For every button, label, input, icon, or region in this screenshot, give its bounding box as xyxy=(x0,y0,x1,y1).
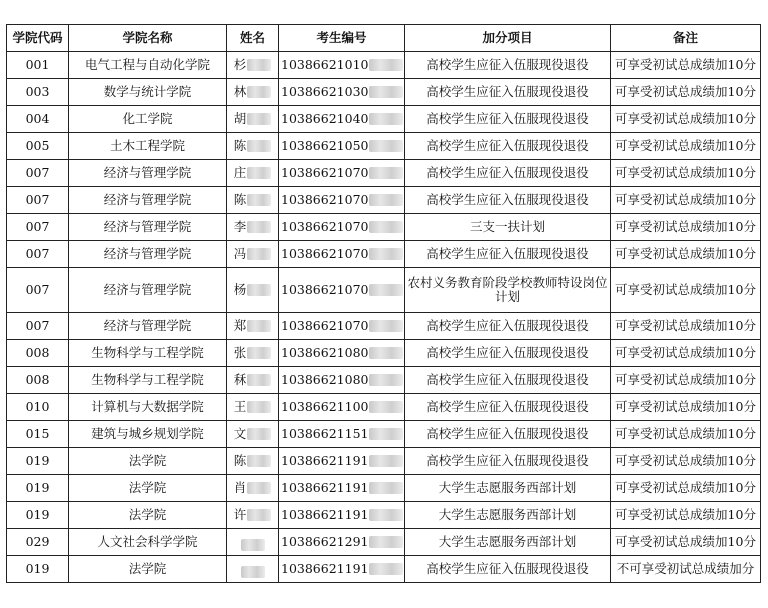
cell-candidate-id xyxy=(279,106,405,133)
table-row xyxy=(7,241,761,268)
cell-candidate-id-text: 10386621080 xyxy=(281,345,369,360)
cell-candidate-id xyxy=(279,313,405,340)
cell-college-name xyxy=(69,394,227,421)
cell-candidate-id-text: 10386621040 xyxy=(281,111,369,126)
bonus-points-table xyxy=(6,24,761,583)
cell-candidate-id xyxy=(279,502,405,529)
cell-name-text: 林 xyxy=(233,84,247,99)
cell-college-code xyxy=(7,394,69,421)
cell-remark-text: 可享受初试总成绩加10分 xyxy=(615,192,756,207)
cell-college-code-text: 007 xyxy=(25,219,50,234)
redaction-blur xyxy=(247,509,271,521)
table-row xyxy=(7,421,761,448)
cell-candidate-id xyxy=(279,367,405,394)
cell-college-name xyxy=(69,556,227,583)
cell-college-code xyxy=(7,133,69,160)
table-row xyxy=(7,475,761,502)
cell-name-text: 庄 xyxy=(233,165,247,180)
cell-candidate-id xyxy=(279,394,405,421)
table-row xyxy=(7,187,761,214)
cell-college-name-text: 计算机与大数据学院 xyxy=(91,399,204,414)
header-candidate-id: 考生编号 xyxy=(279,25,405,52)
cell-remark xyxy=(611,340,761,367)
cell-college-name xyxy=(69,187,227,214)
redaction-blur xyxy=(241,539,265,551)
cell-bonus-item xyxy=(405,79,611,106)
cell-college-name xyxy=(69,214,227,241)
cell-bonus-item xyxy=(405,160,611,187)
cell-remark-text: 可享受初试总成绩加10分 xyxy=(615,138,756,153)
redaction-blur xyxy=(247,347,271,359)
cell-college-name-text: 经济与管理学院 xyxy=(103,219,192,234)
cell-bonus-item xyxy=(405,502,611,529)
cell-candidate-id xyxy=(279,448,405,475)
cell-remark xyxy=(611,475,761,502)
cell-name xyxy=(227,340,279,367)
cell-remark-text: 可享受初试总成绩加10分 xyxy=(615,480,756,495)
cell-candidate-id-text: 10386621191 xyxy=(281,453,369,468)
cell-candidate-id-text: 10386621070 xyxy=(281,192,369,207)
cell-college-code-text: 019 xyxy=(25,507,50,522)
cell-name-text: 郑 xyxy=(233,318,247,333)
cell-bonus-item-text: 高校学生应征入伍服现役退役 xyxy=(426,399,589,414)
cell-name-text: 冯 xyxy=(233,246,247,261)
cell-bonus-item-text: 高校学生应征入伍服现役退役 xyxy=(426,246,589,261)
cell-remark-text: 可享受初试总成绩加10分 xyxy=(615,246,756,261)
table-row xyxy=(7,79,761,106)
cell-college-code xyxy=(7,448,69,475)
cell-remark-text: 可享受初试总成绩加10分 xyxy=(615,318,756,333)
cell-name xyxy=(227,268,279,313)
cell-bonus-item-text: 高校学生应征入伍服现役退役 xyxy=(426,165,589,180)
cell-remark-text: 可享受初试总成绩加10分 xyxy=(615,507,756,522)
cell-college-code xyxy=(7,106,69,133)
table-row xyxy=(7,106,761,133)
cell-remark-text: 可享受初试总成绩加10分 xyxy=(615,111,756,126)
redaction-blur xyxy=(369,401,403,413)
cell-candidate-id xyxy=(279,160,405,187)
redaction-blur xyxy=(247,140,271,152)
redaction-blur xyxy=(369,347,403,359)
table-row xyxy=(7,160,761,187)
redaction-blur xyxy=(369,320,403,332)
cell-candidate-id-text: 10386621191 xyxy=(281,480,369,495)
cell-bonus-item xyxy=(405,367,611,394)
cell-name xyxy=(227,529,279,556)
cell-college-code-text: 007 xyxy=(25,246,50,261)
table-row xyxy=(7,313,761,340)
cell-college-name xyxy=(69,313,227,340)
cell-remark xyxy=(611,502,761,529)
table-row xyxy=(7,340,761,367)
cell-bonus-item xyxy=(405,448,611,475)
cell-remark-text: 可享受初试总成绩加10分 xyxy=(615,426,756,441)
cell-remark-text: 可享受初试总成绩加10分 xyxy=(615,372,756,387)
cell-remark-text: 可享受初试总成绩加10分 xyxy=(615,57,756,72)
cell-bonus-item-text: 大学生志愿服务西部计划 xyxy=(438,480,577,495)
cell-candidate-id-text: 10386621050 xyxy=(281,138,369,153)
cell-candidate-id-text: 10386621191 xyxy=(281,561,369,576)
cell-college-name xyxy=(69,106,227,133)
redaction-blur xyxy=(369,140,403,152)
cell-candidate-id-text: 10386621070 xyxy=(281,246,369,261)
cell-college-name-text: 数学与统计学院 xyxy=(103,84,192,99)
cell-remark xyxy=(611,160,761,187)
cell-name xyxy=(227,367,279,394)
cell-remark xyxy=(611,268,761,313)
redaction-blur xyxy=(247,455,271,467)
table-row xyxy=(7,448,761,475)
cell-college-name xyxy=(69,241,227,268)
table-body xyxy=(7,52,761,583)
cell-college-name xyxy=(69,133,227,160)
redaction-blur xyxy=(369,374,403,386)
cell-college-name-text: 法学院 xyxy=(128,507,167,522)
cell-college-code xyxy=(7,241,69,268)
cell-college-name-text: 土木工程学院 xyxy=(109,138,185,153)
cell-college-name xyxy=(69,340,227,367)
cell-college-code xyxy=(7,160,69,187)
cell-college-code-text: 001 xyxy=(25,57,50,72)
cell-bonus-item-text: 高校学生应征入伍服现役退役 xyxy=(426,372,589,387)
header-name: 姓名 xyxy=(227,25,279,52)
cell-college-code-text: 007 xyxy=(25,282,50,297)
cell-college-name-text: 生物科学与工程学院 xyxy=(91,345,204,360)
table-row xyxy=(7,214,761,241)
cell-name-text: 张 xyxy=(233,345,247,360)
cell-college-name xyxy=(69,502,227,529)
cell-college-name-text: 法学院 xyxy=(128,480,167,495)
cell-name-text: 肖 xyxy=(233,480,247,495)
cell-college-code-text: 007 xyxy=(25,165,50,180)
redaction-blur xyxy=(369,167,403,179)
table-row xyxy=(7,133,761,160)
cell-remark xyxy=(611,79,761,106)
cell-name xyxy=(227,241,279,268)
cell-remark-text: 可享受初试总成绩加10分 xyxy=(615,345,756,360)
cell-candidate-id-text: 10386621291 xyxy=(281,534,369,549)
cell-college-code xyxy=(7,313,69,340)
redaction-blur xyxy=(369,509,403,521)
cell-college-code-text: 019 xyxy=(25,453,50,468)
redaction-blur xyxy=(247,428,271,440)
cell-college-name-text: 经济与管理学院 xyxy=(103,282,192,297)
redaction-blur xyxy=(247,374,271,386)
redaction-blur xyxy=(369,563,403,575)
redaction-blur xyxy=(247,248,271,260)
redaction-blur xyxy=(369,455,403,467)
cell-college-code-text: 029 xyxy=(25,534,50,549)
cell-name xyxy=(227,133,279,160)
cell-college-name xyxy=(69,448,227,475)
cell-college-code-text: 007 xyxy=(25,192,50,207)
cell-remark xyxy=(611,214,761,241)
cell-remark-text: 可享受初试总成绩加10分 xyxy=(615,165,756,180)
cell-bonus-item xyxy=(405,268,611,313)
cell-college-name-text: 法学院 xyxy=(128,561,167,576)
redaction-blur xyxy=(369,194,403,206)
cell-college-name xyxy=(69,268,227,313)
cell-name-text: 杨 xyxy=(233,282,247,297)
redaction-blur xyxy=(247,167,271,179)
cell-name-text: 陈 xyxy=(233,138,247,153)
cell-bonus-item-text: 高校学生应征入伍服现役退役 xyxy=(426,138,589,153)
cell-bonus-item-text: 高校学生应征入伍服现役退役 xyxy=(426,57,589,72)
cell-college-code xyxy=(7,475,69,502)
cell-college-code-text: 008 xyxy=(25,372,50,387)
cell-name-text: 陈 xyxy=(233,192,247,207)
cell-bonus-item xyxy=(405,340,611,367)
header-college-name: 学院名称 xyxy=(69,25,227,52)
cell-college-code-text: 010 xyxy=(25,399,50,414)
cell-name-text: 杉 xyxy=(233,57,247,72)
table-header-row xyxy=(7,25,761,52)
cell-name-text: 文 xyxy=(233,426,247,441)
redaction-blur xyxy=(369,428,403,440)
cell-college-name-text: 人文社会科学学院 xyxy=(97,534,198,549)
cell-candidate-id-text: 10386621151 xyxy=(281,426,369,441)
redaction-blur xyxy=(247,221,271,233)
redaction-blur xyxy=(247,482,271,494)
cell-bonus-item xyxy=(405,214,611,241)
redaction-blur xyxy=(247,59,271,71)
cell-name-text: 王 xyxy=(233,399,247,414)
cell-bonus-item-text: 高校学生应征入伍服现役退役 xyxy=(426,192,589,207)
cell-candidate-id-text: 10386621030 xyxy=(281,84,369,99)
cell-candidate-id xyxy=(279,556,405,583)
cell-candidate-id-text: 10386621070 xyxy=(281,165,369,180)
cell-college-name xyxy=(69,421,227,448)
header-college-code: 学院代码 xyxy=(7,25,69,52)
cell-remark xyxy=(611,448,761,475)
redaction-blur xyxy=(369,59,403,71)
cell-remark xyxy=(611,313,761,340)
cell-bonus-item xyxy=(405,421,611,448)
cell-bonus-item xyxy=(405,241,611,268)
cell-name xyxy=(227,313,279,340)
cell-candidate-id-text: 10386621191 xyxy=(281,507,369,522)
cell-candidate-id xyxy=(279,475,405,502)
cell-bonus-item xyxy=(405,556,611,583)
redaction-blur xyxy=(369,284,403,296)
cell-remark xyxy=(611,241,761,268)
cell-college-name xyxy=(69,529,227,556)
cell-remark xyxy=(611,367,761,394)
cell-college-code xyxy=(7,187,69,214)
cell-college-code xyxy=(7,79,69,106)
table-row xyxy=(7,556,761,583)
cell-name xyxy=(227,79,279,106)
cell-name xyxy=(227,52,279,79)
table-row xyxy=(7,367,761,394)
cell-bonus-item xyxy=(405,52,611,79)
cell-candidate-id-text: 10386621070 xyxy=(281,219,369,234)
redaction-blur xyxy=(247,401,271,413)
cell-candidate-id xyxy=(279,268,405,313)
cell-bonus-item xyxy=(405,394,611,421)
redaction-blur xyxy=(369,248,403,260)
cell-college-code-text: 019 xyxy=(25,480,50,495)
cell-college-code-text: 019 xyxy=(25,561,50,576)
cell-candidate-id xyxy=(279,79,405,106)
table-row xyxy=(7,529,761,556)
cell-college-code-text: 004 xyxy=(25,111,50,126)
cell-remark-text: 可享受初试总成绩加10分 xyxy=(615,453,756,468)
cell-candidate-id xyxy=(279,133,405,160)
cell-name-text: 陈 xyxy=(233,453,247,468)
cell-name-text: 秝 xyxy=(233,372,247,387)
cell-remark xyxy=(611,187,761,214)
cell-bonus-item-text: 三支一扶计划 xyxy=(469,219,545,234)
redaction-blur xyxy=(247,284,271,296)
cell-bonus-item xyxy=(405,475,611,502)
cell-candidate-id xyxy=(279,241,405,268)
cell-candidate-id xyxy=(279,187,405,214)
cell-bonus-item xyxy=(405,313,611,340)
cell-bonus-item-text: 高校学生应征入伍服现役退役 xyxy=(426,111,589,126)
cell-college-code-text: 008 xyxy=(25,345,50,360)
cell-bonus-item xyxy=(405,187,611,214)
cell-name xyxy=(227,421,279,448)
cell-name xyxy=(227,187,279,214)
cell-college-name xyxy=(69,52,227,79)
cell-bonus-item-text: 大学生志愿服务西部计划 xyxy=(438,507,577,522)
redaction-blur xyxy=(369,113,403,125)
cell-candidate-id xyxy=(279,52,405,79)
cell-college-code-text: 005 xyxy=(25,138,50,153)
cell-bonus-item xyxy=(405,106,611,133)
cell-college-code-text: 007 xyxy=(25,318,50,333)
redaction-blur xyxy=(369,536,403,548)
cell-remark xyxy=(611,529,761,556)
cell-name xyxy=(227,160,279,187)
cell-candidate-id-text: 10386621080 xyxy=(281,372,369,387)
cell-remark-text: 可享受初试总成绩加10分 xyxy=(615,84,756,99)
cell-name xyxy=(227,502,279,529)
cell-college-name-text: 生物科学与工程学院 xyxy=(91,372,204,387)
cell-college-name-text: 经济与管理学院 xyxy=(103,246,192,261)
cell-college-name-text: 化工学院 xyxy=(122,111,173,126)
cell-college-code xyxy=(7,52,69,79)
redaction-blur xyxy=(247,194,271,206)
cell-candidate-id xyxy=(279,340,405,367)
cell-college-code xyxy=(7,421,69,448)
redaction-blur xyxy=(247,113,271,125)
cell-remark-text: 可享受初试总成绩加10分 xyxy=(615,219,756,234)
cell-name-text: 许 xyxy=(233,507,247,522)
cell-college-name xyxy=(69,367,227,394)
cell-name xyxy=(227,556,279,583)
cell-college-name-text: 经济与管理学院 xyxy=(103,318,192,333)
cell-college-code xyxy=(7,529,69,556)
table-row xyxy=(7,502,761,529)
cell-candidate-id-text: 10386621070 xyxy=(281,318,369,333)
cell-candidate-id-text: 10386621010 xyxy=(281,57,369,72)
cell-candidate-id xyxy=(279,529,405,556)
cell-name-text: 李 xyxy=(233,219,247,234)
cell-college-code xyxy=(7,556,69,583)
cell-college-name-text: 经济与管理学院 xyxy=(103,165,192,180)
cell-college-name-text: 电气工程与自动化学院 xyxy=(84,57,210,72)
cell-bonus-item-text: 高校学生应征入伍服现役退役 xyxy=(426,318,589,333)
cell-college-name xyxy=(69,79,227,106)
redaction-blur xyxy=(369,86,403,98)
cell-college-code-text: 003 xyxy=(25,84,50,99)
redaction-blur xyxy=(369,482,403,494)
cell-bonus-item-text: 高校学生应征入伍服现役退役 xyxy=(426,453,589,468)
cell-candidate-id xyxy=(279,421,405,448)
cell-bonus-item-text: 高校学生应征入伍服现役退役 xyxy=(426,345,589,360)
cell-name-text: 胡 xyxy=(233,111,247,126)
cell-bonus-item-text: 农村义务教育阶段学校教师特设岗位计划 xyxy=(407,275,608,304)
cell-name xyxy=(227,214,279,241)
cell-name xyxy=(227,448,279,475)
cell-remark-text: 可享受初试总成绩加10分 xyxy=(615,282,756,297)
cell-college-code xyxy=(7,340,69,367)
redaction-blur xyxy=(369,221,403,233)
cell-bonus-item xyxy=(405,133,611,160)
table-row xyxy=(7,52,761,79)
cell-college-name-text: 建筑与城乡规划学院 xyxy=(91,426,204,441)
redaction-blur xyxy=(247,86,271,98)
header-bonus-item: 加分项目 xyxy=(405,25,611,52)
cell-remark xyxy=(611,394,761,421)
cell-candidate-id xyxy=(279,214,405,241)
cell-remark-text: 可享受初试总成绩加10分 xyxy=(615,399,756,414)
table-row xyxy=(7,268,761,313)
cell-remark xyxy=(611,133,761,160)
cell-bonus-item-text: 大学生志愿服务西部计划 xyxy=(438,534,577,549)
cell-bonus-item-text: 高校学生应征入伍服现役退役 xyxy=(426,426,589,441)
cell-name xyxy=(227,475,279,502)
cell-remark xyxy=(611,52,761,79)
cell-remark xyxy=(611,421,761,448)
cell-remark-text: 不可享受初试总成绩加分 xyxy=(616,561,755,576)
header-remark: 备注 xyxy=(611,25,761,52)
cell-college-code xyxy=(7,214,69,241)
cell-remark-text: 可享受初试总成绩加10分 xyxy=(615,534,756,549)
cell-candidate-id-text: 10386621100 xyxy=(281,399,369,414)
cell-college-code xyxy=(7,367,69,394)
table-row xyxy=(7,394,761,421)
cell-college-code xyxy=(7,268,69,313)
cell-remark xyxy=(611,556,761,583)
cell-college-name-text: 法学院 xyxy=(128,453,167,468)
redaction-blur xyxy=(241,566,265,578)
cell-name xyxy=(227,394,279,421)
cell-bonus-item-text: 高校学生应征入伍服现役退役 xyxy=(426,561,589,576)
cell-name xyxy=(227,106,279,133)
cell-college-name xyxy=(69,160,227,187)
cell-bonus-item xyxy=(405,529,611,556)
cell-college-code-text: 015 xyxy=(25,426,50,441)
cell-college-name-text: 经济与管理学院 xyxy=(103,192,192,207)
cell-candidate-id-text: 10386621070 xyxy=(281,282,369,297)
cell-college-name xyxy=(69,475,227,502)
cell-remark xyxy=(611,106,761,133)
redaction-blur xyxy=(247,320,271,332)
cell-college-code xyxy=(7,502,69,529)
cell-bonus-item-text: 高校学生应征入伍服现役退役 xyxy=(426,84,589,99)
